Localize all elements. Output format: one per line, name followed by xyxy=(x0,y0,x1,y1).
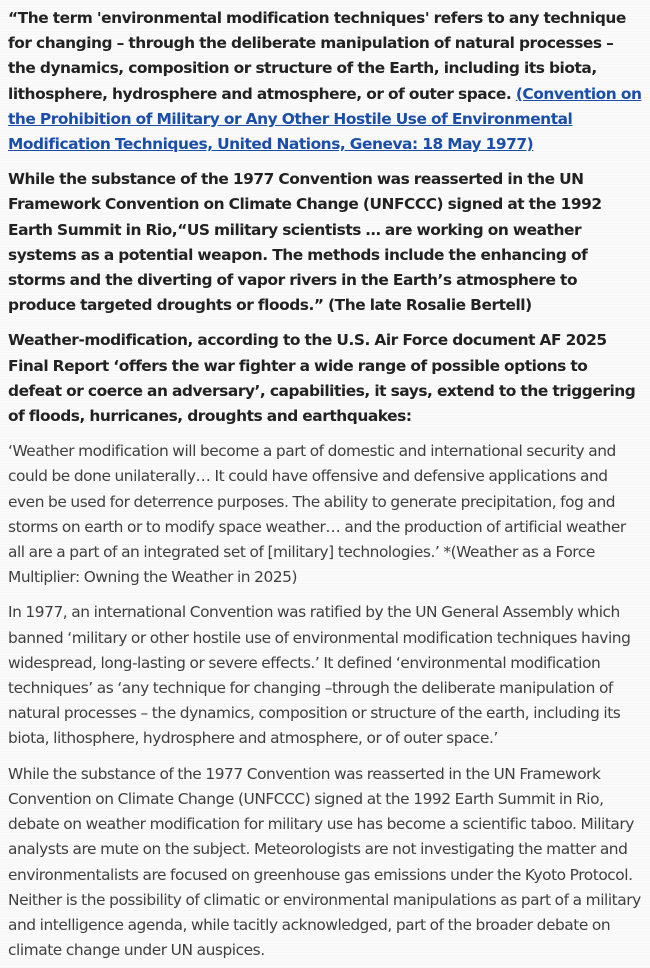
paragraph-weather-modification-quote: ‘Weather modification will become a part of domestic and international security and could be done unilaterally… It could have offensive and defensive applications and even be used for deterrence purposes. The ability to generate precipitation, fog and storms on earth or to modify space weather… and the production of artificial weather all are a part of an integrated set of [military] technologies.’ *(Weather as a Force Multiplier: Owning the Weather in 2025) xyxy=(8,442,626,587)
paragraph-definition-quote xyxy=(8,6,642,157)
paragraph-scientific-taboo: While the substance of the 1977 Convention was reasserted in the UN Framework Convention on Climate Change (UNFCCC) signed at the 1992 Earth Summit in Rio, debate on weather modification for military use has become a scientific taboo. Military analysts are mute on the subject. Meteorologists are not investigating the matter and environmentalists are focused on greenhouse gas emissions under the Kyoto Protocol. Neither is the possibility of climatic or environmental manipulations as part of a military and intelligence agenda, while tacitly acknowledged, part of the broader debate on climate change under UN auspices. xyxy=(8,764,641,960)
paragraph-1977-convention: In 1977, an international Convention was ratified by the UN General Assembly which banned ‘military or other hostile use of environmental modification techniques having widespread, long-lasting or severe effects.’ It defined ‘environmental modification techniques’ as ‘any technique for changing –through the deliberate manipulation of natural processes – the dynamics, composition or structure of the earth, including its biota, lithosphere, hydrosphere and atmosphere, or of outer space.’ xyxy=(8,603,631,748)
paragraph-af2025-report: Weather-modification, according to the U.S. Air Force document AF 2025 Final Report ‘offers the war fighter a wide range of possible options to defeat or coerce an adversary’, capabilities, it says, extend to the triggering of floods, hurricanes, droughts and earthquakes: xyxy=(8,331,636,426)
paragraph-bertell-quote: While the substance of the 1977 Convention was reasserted in the UN Framework Convention on Climate Change (UNFCCC) signed at the 1992 Earth Summit in Rio,“US military scientists … are working on weather systems as a potential weapon. The methods include the enhancing of storms and the diverting of vapor rivers in the Earth’s atmosphere to produce targeted droughts or floods.” (The late Rosalie Bertell) xyxy=(8,170,602,315)
convention-citation-link[interactable]: (Convention on the Prohibition of Military or Any Other Hostile Use of Environmental Modification Techniques, United Nations, Geneva: 18 May 1977) xyxy=(8,84,642,154)
definition-quote-text: “The term 'environmental modification techniques' refers to any technique for changing – through the deliberate manipulation of natural processes – the dynamics, composition or structure of the Earth, including its biota, lithosphere, hydrosphere and atmosphere, or of outer space. xyxy=(8,9,626,103)
